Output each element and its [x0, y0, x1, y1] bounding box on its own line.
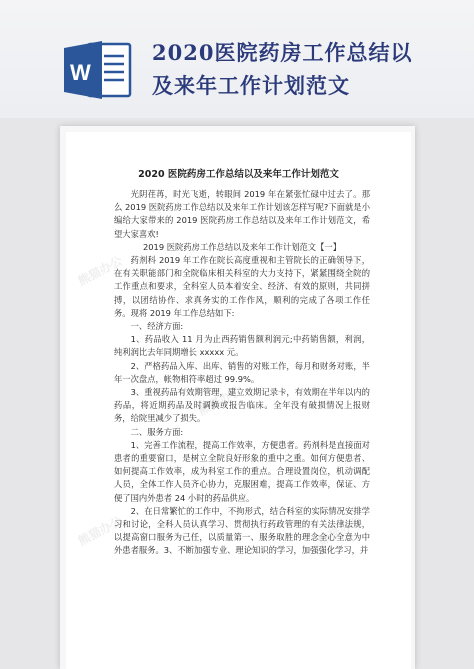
subheading-service: 二、服务方面: — [130, 426, 184, 437]
page-title — [152, 36, 452, 102]
document-title: 2020 医院药房工作总结以及来年工作计划范文 — [138, 169, 339, 180]
title-line-2: 及来年工作计划范文 — [152, 73, 350, 98]
paragraph-item: 2、在日常繁忙的工作中，不拘形式，结合科室的实际情况安排学习和讨论，全科人员认真学习、贯彻执行药政管理的有关法律法规，以提高窗口服务为己任，以质量第一、服务取胜的理念全心全意为中外患者服务。3、不断加强专业、理论知识的学习，加强强化学习，并 — [114, 505, 370, 556]
document-page — [66, 132, 411, 669]
title-line-1: 2020医院药房工作总结以 — [152, 40, 413, 65]
watermark: 熊猫办公 — [75, 253, 125, 289]
page-fade — [66, 639, 411, 669]
paragraph-summary: 药剂科 2019 年工作在院长高度重视和主管院长的正确领导下，在有关职能部门和全院临床相关科室的大力支持下，紧紧围绕全院的工作重点和要求，全科室人员本着安全、经济、有效的原则，共同拼搏，以团结协作、求真务实的工作作风，顺利的完成了各项工作任务。现将 2019 年工作总结如下: — [114, 255, 370, 318]
paragraph-item: 3、重视药品有效期管理，建立效期记录卡，有效期在半年以内的药品，将近期药品及时调换或报告临床。全年没有破损情况上报财务，给院里减少了损失。 — [114, 387, 370, 424]
paragraph-item: 1、药品收入 11 月为止西药销售额利润元;中药销售额，利润，纯利润比去年同期增长 xxxxx 元。 — [114, 334, 370, 358]
paragraph-intro: 光阴荏苒，时光飞逝，转眼间 2019 年在紧张忙碌中过去了。那么 2019 医院药房工作总结以及来年工作计划该怎样写呢?下面就是小编给大家带来的 2019 医院药房工作总结以及来年工作计划范文，希望大家喜欢! — [114, 189, 370, 239]
watermark: 熊猫办公 — [315, 513, 365, 549]
watermark: 熊猫办公 — [195, 383, 245, 419]
subheading-economy: 一、经济方面: — [130, 321, 184, 332]
section-heading: 2019 医院药房工作总结以及来年工作计划范文【一】 — [143, 241, 341, 252]
word-document-icon — [62, 40, 134, 100]
header-banner — [0, 0, 474, 118]
paragraph-item: 1、完善工作流程，提高工作效率，方便患者。药剂科是直接面对患者的重要窗口，是树立全院良好形象的重中之重。如何方便患者、如何提高工作效率，成为科室工作的重点。合理设置岗位，机动调配人员，全体工作人员齐心协力，克服困难，提高工作效率，保证、方便了国内外患者 24 小时的药品供应。 — [114, 439, 370, 503]
svg-text:W: W — [70, 60, 91, 85]
document-body — [114, 188, 370, 558]
paragraph-item: 2、严格药品入库、出库、销售的对账工作，每月和财务对账，半年一次盘点，帐物相符率超过 99.9%。 — [114, 360, 370, 384]
watermark: 熊猫办公 — [315, 253, 365, 289]
watermark: 熊猫办公 — [75, 513, 125, 549]
